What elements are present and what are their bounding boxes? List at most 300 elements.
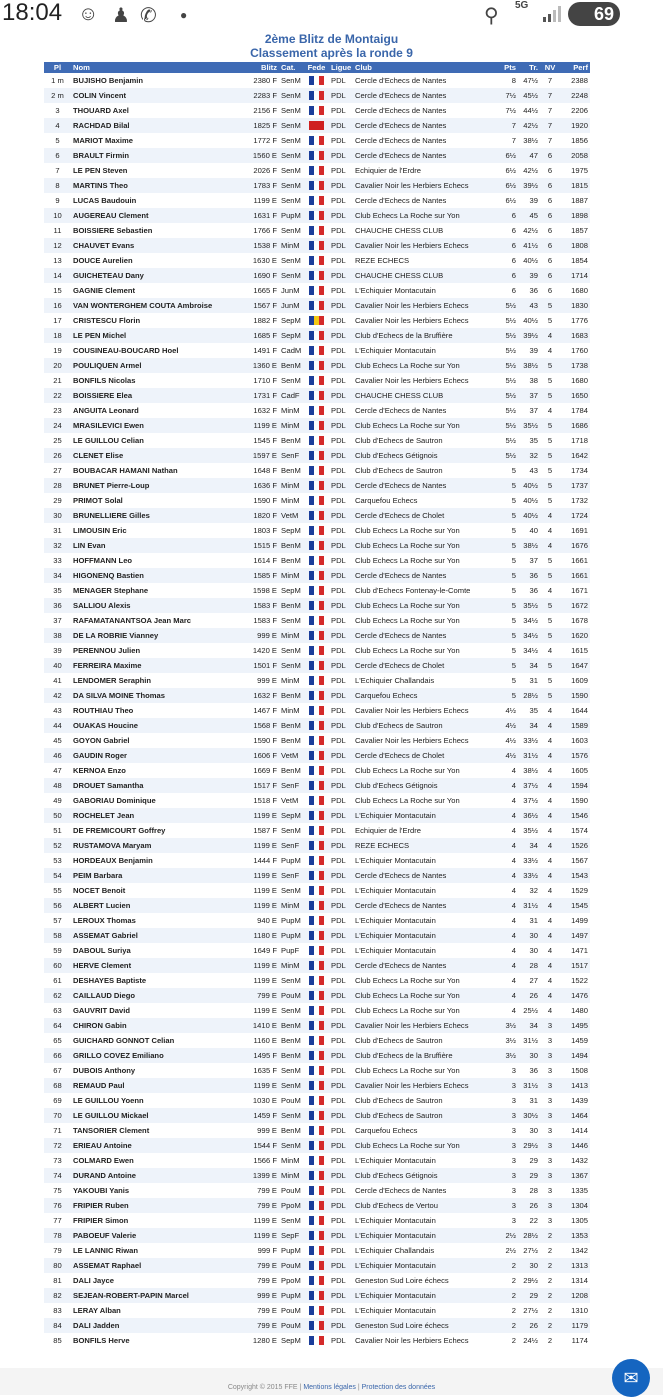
cell-name[interactable]: HORDEAUX Benjamin <box>73 856 153 865</box>
table-row[interactable] <box>44 163 590 178</box>
cell-club: Geneston Sud Loire échecs <box>355 1276 449 1285</box>
cell-club: Club d'Echecs de Sautron <box>355 1096 443 1105</box>
table-row[interactable] <box>44 1078 590 1093</box>
cell-tiebreak: 41½ <box>523 241 538 250</box>
table-row[interactable] <box>44 493 590 508</box>
cell-name[interactable]: BOUBACAR HAMANI Nathan <box>73 466 178 475</box>
cell-tiebreak: 45 <box>529 211 538 220</box>
table-row[interactable] <box>44 1048 590 1063</box>
table-row[interactable] <box>44 1063 590 1078</box>
cell-name[interactable]: RACHDAD Bilal <box>73 121 130 130</box>
table-row[interactable] <box>44 613 590 628</box>
cell-rating: 799 E <box>257 1306 277 1315</box>
cell-tiebreak: 30 <box>529 1051 538 1060</box>
cell-league: PDL <box>331 511 346 520</box>
table-row[interactable] <box>44 1288 590 1303</box>
cell-name[interactable]: PEIM Barbara <box>73 871 123 880</box>
cell-name[interactable]: FRIPIER Simon <box>73 1216 129 1225</box>
cell-name[interactable]: BRUNET Pierre-Loup <box>73 481 150 490</box>
table-row[interactable] <box>44 208 590 223</box>
cell-name[interactable]: DE LA ROBRIE Vianney <box>73 631 159 640</box>
cell-name[interactable]: GAUVRIT David <box>73 1006 130 1015</box>
cell-category: SepM <box>281 331 301 340</box>
cell-name[interactable]: THOUARD Axel <box>73 106 129 115</box>
cell-name[interactable]: DALI Jayce <box>73 1276 114 1285</box>
cell-league: PDL <box>331 1126 346 1135</box>
cell-club: Club Echecs La Roche sur Yon <box>355 646 460 655</box>
cell-place: 27 <box>53 466 62 475</box>
cell-name[interactable]: PERENNOU Julien <box>73 646 141 655</box>
table-row[interactable] <box>44 1153 590 1168</box>
table-row[interactable] <box>44 388 590 403</box>
cell-name[interactable]: DUBOIS Anthony <box>73 1066 136 1075</box>
cell-level: 3 <box>547 1096 553 1105</box>
table-row[interactable] <box>44 343 590 358</box>
table-row[interactable] <box>44 1333 590 1348</box>
cell-points: 4 <box>511 886 516 895</box>
table-row[interactable] <box>44 973 590 988</box>
table-row[interactable] <box>44 178 590 193</box>
cell-name[interactable]: COLMARD Ewen <box>73 1156 134 1165</box>
table-row[interactable] <box>44 88 590 103</box>
table-row[interactable] <box>44 898 590 913</box>
cell-place: 64 <box>53 1021 62 1030</box>
cell-level: 7 <box>547 76 553 85</box>
table-row[interactable] <box>44 463 590 478</box>
col-header-club[interactable]: Club <box>355 63 372 72</box>
cell-league: PDL <box>331 586 346 595</box>
cell-name[interactable]: DE FREMICOURT Goffrey <box>73 826 166 835</box>
cell-performance: 1179 <box>571 1321 588 1330</box>
table-row[interactable] <box>44 883 590 898</box>
cell-place: 31 <box>53 526 62 535</box>
cell-tiebreak: 37½ <box>523 796 538 805</box>
cell-performance: 1680 <box>571 286 588 295</box>
table-row[interactable] <box>44 358 590 373</box>
cell-level: 2 <box>547 1321 553 1330</box>
cell-name[interactable]: LENDOMER Seraphin <box>73 676 152 685</box>
cell-name[interactable]: COUSINEAU-BOUCARD Hoel <box>73 346 179 355</box>
cell-name[interactable]: LIN Evan <box>73 541 106 550</box>
cell-name[interactable]: PRIMOT Solal <box>73 496 123 505</box>
cell-name[interactable]: GAGNIE Clement <box>73 286 136 295</box>
col-header-ligue[interactable]: Ligue <box>331 63 352 72</box>
cell-federation <box>304 433 329 448</box>
cell-name[interactable]: GRILLO COVEZ Emiliano <box>73 1051 164 1060</box>
cell-rating: 1665 F <box>253 286 277 295</box>
cell-federation <box>304 493 329 508</box>
cell-name[interactable]: CHAUVET Evans <box>73 241 135 250</box>
cell-name[interactable]: CHIRON Gabin <box>73 1021 127 1030</box>
cell-points: 5 <box>511 631 516 640</box>
cell-tiebreak: 39½ <box>523 331 538 340</box>
table-row[interactable] <box>44 133 590 148</box>
cell-points: 5 <box>511 646 516 655</box>
cell-club: Cavalier Noir les Herbiers Echecs <box>355 1021 469 1030</box>
cell-place: 56 <box>53 901 62 910</box>
cell-level: 4 <box>547 541 553 550</box>
cell-rating: 1160 E <box>253 1036 277 1045</box>
cell-name[interactable]: ERIEAU Antoine <box>73 1141 132 1150</box>
cell-league: PDL <box>331 751 346 760</box>
cell-name[interactable]: CRISTESCU Florin <box>73 316 141 325</box>
cell-name[interactable]: VAN WONTERGHEM COUTA Ambroise <box>73 301 213 310</box>
cell-name[interactable]: DABOUL Suriya <box>73 946 131 955</box>
flag-icon <box>309 1276 324 1285</box>
cell-performance: 2058 <box>571 151 588 160</box>
cell-performance: 1661 <box>571 571 588 580</box>
col-header-perf[interactable]: Perf <box>573 63 588 72</box>
cell-tiebreak: 36 <box>529 1066 538 1075</box>
cell-performance: 1313 <box>571 1261 588 1270</box>
table-row[interactable] <box>44 1108 590 1123</box>
cell-club: Cercle d'Echecs de Nantes <box>355 196 447 205</box>
cell-name[interactable]: REMAUD Paul <box>73 1081 125 1090</box>
table-row[interactable] <box>44 223 590 238</box>
table-row[interactable] <box>44 1273 590 1288</box>
cell-name[interactable]: DA SILVA MOINE Thomas <box>73 691 165 700</box>
cell-name[interactable]: FRIPIER Ruben <box>73 1201 129 1210</box>
table-row[interactable] <box>44 928 590 943</box>
cell-name[interactable]: HOFFMANN Leo <box>73 556 133 565</box>
cell-league: PDL <box>331 1081 346 1090</box>
table-row[interactable] <box>44 913 590 928</box>
cell-name[interactable]: LE PEN Steven <box>73 166 128 175</box>
table-row[interactable] <box>44 313 590 328</box>
cell-tiebreak: 26 <box>529 1201 538 1210</box>
cell-name[interactable]: LEROUX Thomas <box>73 916 136 925</box>
cell-tiebreak: 31½ <box>523 1036 538 1045</box>
cell-club: L'Echiquier Montacutain <box>355 811 436 820</box>
table-row[interactable] <box>44 103 590 118</box>
table-row[interactable] <box>44 838 590 853</box>
copyright-text: Copyright © 2015 FFE <box>227 1384 298 1391</box>
col-header-pts[interactable]: Pts <box>504 63 516 72</box>
cell-rating: 1583 F <box>253 616 277 625</box>
table-row[interactable] <box>44 1138 590 1153</box>
cell-name[interactable]: DESHAYES Baptiste <box>73 976 147 985</box>
cell-name[interactable]: DURAND Antoine <box>73 1171 136 1180</box>
cell-name[interactable]: FERREIRA Maxime <box>73 661 142 670</box>
cell-name[interactable]: CLENET Elise <box>73 451 124 460</box>
table-row[interactable] <box>44 823 590 838</box>
cell-points: 3 <box>511 1216 516 1225</box>
privacy-link[interactable]: Protection des données <box>361 1384 436 1391</box>
cell-name[interactable]: HERVE Clement <box>73 961 132 970</box>
cell-name[interactable]: LIMOUSIN Eric <box>73 526 127 535</box>
table-row[interactable] <box>44 778 590 793</box>
flag-icon <box>309 1141 324 1150</box>
cell-name[interactable]: LERAY Alban <box>73 1306 121 1315</box>
cell-name[interactable]: PABOEUF Valerie <box>73 1231 137 1240</box>
cell-club: L'Echiquier Montacutain <box>355 946 436 955</box>
table-row[interactable] <box>44 328 590 343</box>
cell-level: 6 <box>547 166 553 175</box>
cell-name[interactable]: BONFILS Nicolas <box>73 376 136 385</box>
cell-name[interactable]: POULIQUEN Armel <box>73 361 142 370</box>
cell-name[interactable]: LE PEN Michel <box>73 331 127 340</box>
table-row[interactable] <box>44 433 590 448</box>
cell-club: Club Echecs La Roche sur Yon <box>355 526 460 535</box>
table-row[interactable] <box>44 733 590 748</box>
table-row[interactable] <box>44 673 590 688</box>
col-header-fede[interactable]: Fede <box>307 63 326 72</box>
col-header-cat[interactable]: Cat. <box>281 63 296 72</box>
flag-icon <box>309 481 324 490</box>
cell-name[interactable]: MRASILEVICI Ewen <box>73 421 144 430</box>
table-row[interactable] <box>44 553 590 568</box>
cell-points: 4 <box>511 841 516 850</box>
table-row[interactable] <box>44 283 590 298</box>
cell-name[interactable]: ROUTHIAU Theo <box>73 706 134 715</box>
cell-name[interactable]: HIGONENQ Bastien <box>73 571 144 580</box>
flag-icon <box>309 691 324 700</box>
table-row[interactable] <box>44 688 590 703</box>
cell-rating: 1803 F <box>253 526 277 535</box>
cell-rating: 1590 F <box>253 496 277 505</box>
table-row[interactable] <box>44 1198 590 1213</box>
flag-icon <box>309 676 324 685</box>
cell-name[interactable]: BOISSIERE Sebastien <box>73 226 153 235</box>
cell-name[interactable]: LE LANNIC Riwan <box>73 1246 138 1255</box>
cell-club: Cercle d'Echecs de Nantes <box>355 871 447 880</box>
cell-name[interactable]: RAFAMATANANTSOA Jean Marc <box>73 616 191 625</box>
table-row[interactable] <box>44 583 590 598</box>
chat-button[interactable] <box>612 1359 650 1397</box>
table-row[interactable] <box>44 1303 590 1318</box>
cell-name[interactable]: GAUDIN Roger <box>73 751 128 760</box>
flag-icon <box>309 811 324 820</box>
cell-category: SepM <box>281 526 301 535</box>
col-header-nom[interactable]: Nom <box>73 63 90 72</box>
flag-icon <box>309 241 324 250</box>
cell-name[interactable]: SEJEAN-ROBERT-PAPIN Marcel <box>73 1291 189 1300</box>
table-row[interactable] <box>44 808 590 823</box>
cell-name[interactable]: NOCET Benoit <box>73 886 126 895</box>
cell-name[interactable]: AUGEREAU Clement <box>73 211 149 220</box>
cell-name[interactable]: ROCHELET Jean <box>73 811 135 820</box>
col-header-nv[interactable]: NV <box>544 63 556 72</box>
table-row[interactable] <box>44 403 590 418</box>
cell-league: PDL <box>331 1261 346 1270</box>
table-row[interactable] <box>44 1183 590 1198</box>
cell-name[interactable]: GUICHARD GONNOT Celian <box>73 1036 175 1045</box>
table-row[interactable] <box>44 1258 590 1273</box>
table-row[interactable] <box>44 643 590 658</box>
flag-icon <box>309 1336 324 1345</box>
table-row[interactable] <box>44 1243 590 1258</box>
cell-tiebreak: 32 <box>529 451 538 460</box>
cell-points: 6 <box>511 271 516 280</box>
table-row[interactable] <box>44 1018 590 1033</box>
cell-name[interactable]: GABORIAU Dominique <box>73 796 156 805</box>
table-row[interactable] <box>44 538 590 553</box>
cell-federation <box>304 598 329 613</box>
cell-name[interactable]: BRAULT Firmin <box>73 151 129 160</box>
table-row[interactable] <box>44 1168 590 1183</box>
cell-club: L'Echiquier Montacutain <box>355 346 436 355</box>
flag-icon <box>309 1066 324 1075</box>
cell-performance: 1342 <box>571 1246 588 1255</box>
table-row[interactable] <box>44 718 590 733</box>
cell-place: 66 <box>53 1051 62 1060</box>
flag-icon <box>309 976 324 985</box>
cell-category: MinM <box>281 496 300 505</box>
cell-points: 5½ <box>505 316 516 325</box>
cell-tiebreak: 31 <box>529 676 538 685</box>
cell-federation <box>304 643 329 658</box>
cell-name[interactable]: BONFILS Herve <box>73 1336 130 1345</box>
cell-name[interactable]: YAKOUBI Yanis <box>73 1186 130 1195</box>
cell-points: 4 <box>511 931 516 940</box>
cell-name[interactable]: LE GUILLOU Mickael <box>73 1111 149 1120</box>
cell-category: BenM <box>281 721 301 730</box>
cell-category: BenM <box>281 1126 301 1135</box>
table-row[interactable] <box>44 193 590 208</box>
cell-name[interactable]: GOYON Gabriel <box>73 736 130 745</box>
cell-performance: 1367 <box>571 1171 588 1180</box>
cell-rating: 2380 F <box>253 76 277 85</box>
table-row[interactable] <box>44 703 590 718</box>
cell-league: PDL <box>331 346 346 355</box>
table-row[interactable] <box>44 598 590 613</box>
cell-level: 4 <box>547 586 553 595</box>
table-row[interactable] <box>44 253 590 268</box>
cell-tiebreak: 31½ <box>523 1081 538 1090</box>
cell-place: 28 <box>53 481 62 490</box>
cell-name[interactable]: ASSEMAT Gabriel <box>73 931 138 940</box>
cell-club: L'Echiquier Montacutain <box>355 1156 436 1165</box>
table-row[interactable] <box>44 118 590 133</box>
cell-federation <box>304 1003 329 1018</box>
cell-name[interactable]: RUSTAMOVA Maryam <box>73 841 152 850</box>
table-row[interactable] <box>44 853 590 868</box>
table-row[interactable] <box>44 988 590 1003</box>
cell-club: Club Echecs La Roche sur Yon <box>355 556 460 565</box>
cell-name[interactable]: DALI Jadden <box>73 1321 120 1330</box>
table-row[interactable] <box>44 748 590 763</box>
table-row[interactable] <box>44 238 590 253</box>
table-row[interactable] <box>44 418 590 433</box>
cell-name[interactable]: LE GUILLOU Yoenn <box>73 1096 144 1105</box>
table-row[interactable] <box>44 508 590 523</box>
cell-club: Cercle d'Echecs de Nantes <box>355 631 447 640</box>
cell-league: PDL <box>331 601 346 610</box>
cell-performance: 2388 <box>571 76 588 85</box>
cell-tiebreak: 29½ <box>523 1141 538 1150</box>
cell-points: 6 <box>511 286 516 295</box>
flag-icon <box>309 1171 324 1180</box>
table-row[interactable] <box>44 1318 590 1333</box>
cell-name[interactable]: ANGUITA Leonard <box>73 406 139 415</box>
cell-level: 5 <box>547 691 553 700</box>
cell-place: 53 <box>53 856 62 865</box>
table-row[interactable] <box>44 1123 590 1138</box>
cell-name[interactable]: BRUNELLIERE Gilles <box>73 511 150 520</box>
cell-club: Cercle d'Echecs de Nantes <box>355 151 447 160</box>
cell-name[interactable]: BUJISHO Benjamin <box>73 76 144 85</box>
cell-performance: 1529 <box>571 886 588 895</box>
cell-name[interactable]: MARIOT Maxime <box>73 136 133 145</box>
col-header-tr[interactable]: Tr. <box>529 63 538 72</box>
cell-federation <box>304 118 329 133</box>
table-row[interactable] <box>44 1033 590 1048</box>
cell-name[interactable]: LUCAS Baudouin <box>73 196 137 205</box>
cell-name[interactable]: CAILLAUD Diego <box>73 991 136 1000</box>
cell-name[interactable]: ALBERT Lucien <box>73 901 131 910</box>
cell-name[interactable]: OUAKAS Houcine <box>73 721 138 730</box>
table-row[interactable] <box>44 448 590 463</box>
table-row[interactable] <box>44 1228 590 1243</box>
table-row[interactable] <box>44 298 590 313</box>
table-row[interactable] <box>44 763 590 778</box>
flag-icon <box>309 1216 324 1225</box>
cell-name[interactable]: SALLIOU Alexis <box>73 601 131 610</box>
cell-name[interactable]: BOISSIERE Elea <box>73 391 133 400</box>
table-row[interactable] <box>44 958 590 973</box>
table-row[interactable] <box>44 1093 590 1108</box>
cell-club: Cercle d'Echecs de Nantes <box>355 136 447 145</box>
col-header-pl[interactable]: Pl <box>53 63 62 72</box>
cell-name[interactable]: MENAGER Stephane <box>73 586 149 595</box>
flag-icon <box>309 1051 324 1060</box>
cell-name[interactable]: GUICHETEAU Dany <box>73 271 144 280</box>
cell-name[interactable]: COLIN Vincent <box>73 91 127 100</box>
cell-performance: 1497 <box>571 931 588 940</box>
cell-name[interactable]: TANSORIER Clement <box>73 1126 150 1135</box>
table-row[interactable] <box>44 1213 590 1228</box>
cell-rating: 1731 F <box>253 391 277 400</box>
table-row[interactable] <box>44 868 590 883</box>
table-row[interactable] <box>44 373 590 388</box>
cell-points: 3 <box>511 1126 516 1135</box>
cell-place: 23 <box>53 406 62 415</box>
cell-name[interactable]: DOUCE Aurelien <box>73 256 133 265</box>
table-row[interactable] <box>44 658 590 673</box>
table-row[interactable] <box>44 943 590 958</box>
cell-name[interactable]: ASSEMAT Raphael <box>73 1261 142 1270</box>
cell-name[interactable]: KERNOA Enzo <box>73 766 126 775</box>
table-row[interactable] <box>44 268 590 283</box>
table-row[interactable] <box>44 793 590 808</box>
cell-place: 70 <box>53 1111 62 1120</box>
table-row[interactable] <box>44 148 590 163</box>
legal-notice-link[interactable]: Mentions légales <box>303 1384 356 1391</box>
cell-place: 3 <box>55 106 60 115</box>
table-row[interactable] <box>44 628 590 643</box>
cell-name[interactable]: DROUET Samantha <box>73 781 144 790</box>
cell-club: CHAUCHE CHESS CLUB <box>355 391 444 400</box>
cell-rating: 1459 F <box>253 1111 277 1120</box>
table-row[interactable] <box>44 73 590 88</box>
cell-place: 73 <box>53 1156 62 1165</box>
cell-level: 6 <box>547 196 553 205</box>
cell-league: PDL <box>331 106 346 115</box>
cell-performance: 1732 <box>571 496 588 505</box>
cell-federation <box>304 1183 329 1198</box>
table-row[interactable] <box>44 523 590 538</box>
cell-name[interactable]: MARTINS Theo <box>73 181 128 190</box>
cell-tiebreak: 37½ <box>523 781 538 790</box>
cell-rating: 1825 F <box>253 121 277 130</box>
cell-points: 2½ <box>505 1246 516 1255</box>
cell-name[interactable]: LE GUILLOU Celian <box>73 436 144 445</box>
col-header-blitz[interactable]: Blitz <box>260 63 277 72</box>
table-row[interactable] <box>44 1003 590 1018</box>
table-row[interactable] <box>44 478 590 493</box>
table-row[interactable] <box>44 568 590 583</box>
cell-club: Club d'Echecs de Sautron <box>355 1036 443 1045</box>
